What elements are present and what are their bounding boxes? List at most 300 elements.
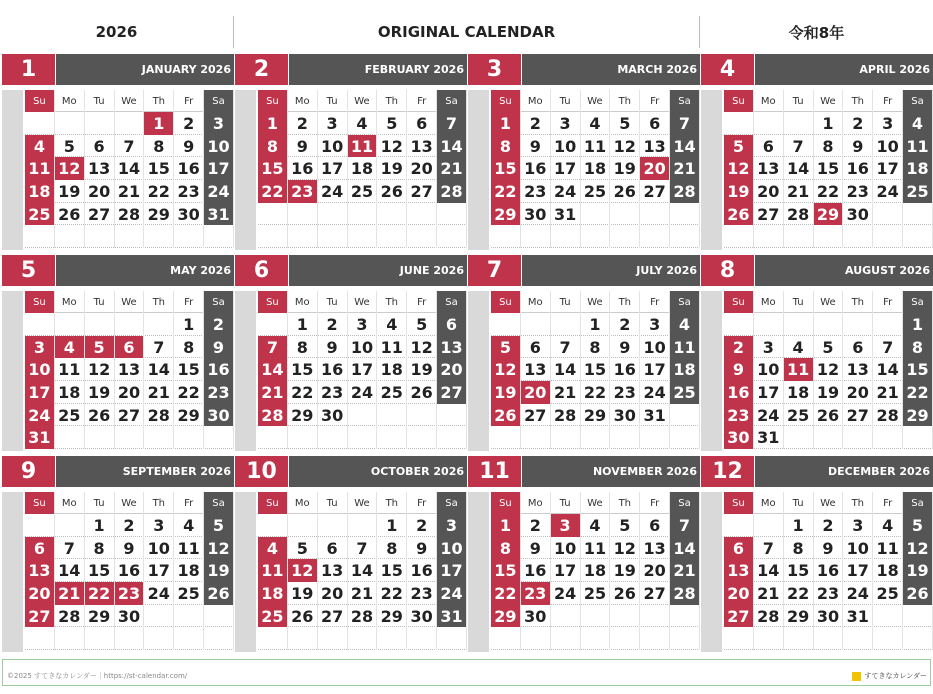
day-cell: 17 <box>348 358 378 381</box>
day-cell: 15 <box>581 358 611 381</box>
week-row <box>258 180 467 203</box>
empty-day-cell <box>754 627 784 650</box>
month-day-grid <box>724 90 933 248</box>
empty-day-cell <box>581 426 611 449</box>
empty-day-cell <box>318 426 348 449</box>
day-cell: 13 <box>521 358 551 381</box>
weekday-label: Sa <box>437 492 467 514</box>
day-cell: 12 <box>491 358 521 381</box>
day-cell: 4 <box>784 336 814 359</box>
month-11 <box>468 456 700 656</box>
day-cell: 11 <box>174 537 204 560</box>
day-cell: 17 <box>843 559 873 582</box>
weekday-label: Mo <box>288 291 318 313</box>
day-cell: 4 <box>258 537 288 560</box>
day-cell: 24 <box>640 381 670 404</box>
empty-day-cell <box>843 313 873 336</box>
day-cell: 2 <box>610 313 640 336</box>
day-cell: 1 <box>174 313 204 336</box>
empty-day-cell <box>640 627 670 650</box>
empty-day-cell <box>873 225 903 248</box>
calendar-title: ORIGINAL CALENDAR <box>233 16 700 48</box>
day-cell: 24 <box>348 381 378 404</box>
day-cell: 16 <box>174 157 204 180</box>
day-cell: 28 <box>873 404 903 427</box>
day-cell: 28 <box>784 203 814 226</box>
day-cell: 8 <box>85 537 115 560</box>
day-cell: 6 <box>640 112 670 135</box>
week-row <box>724 203 933 226</box>
day-cell: 9 <box>814 537 844 560</box>
day-cell: 3 <box>25 336 55 359</box>
empty-day-cell <box>670 225 700 248</box>
empty-day-cell <box>407 426 437 449</box>
day-cell: 23 <box>204 381 234 404</box>
day-cell: 8 <box>491 135 521 158</box>
day-cell: 6 <box>724 537 754 560</box>
month-day-grid <box>25 90 234 248</box>
week-row <box>491 225 700 248</box>
day-cell: 27 <box>754 203 784 226</box>
empty-day-cell <box>437 426 467 449</box>
empty-day-cell <box>724 112 754 135</box>
weekday-label: Fr <box>174 90 204 112</box>
empty-day-cell <box>814 627 844 650</box>
day-cell: 24 <box>318 180 348 203</box>
empty-day-cell <box>174 605 204 628</box>
empty-day-cell <box>491 313 521 336</box>
weekday-label: Th <box>610 291 640 313</box>
day-cell: 27 <box>843 404 873 427</box>
day-cell: 30 <box>724 426 754 449</box>
day-cell: 20 <box>437 358 467 381</box>
weekday-header-row <box>724 90 933 112</box>
month-4 <box>701 54 933 254</box>
week-row <box>724 627 933 650</box>
empty-day-cell <box>348 404 378 427</box>
day-cell: 12 <box>377 135 407 158</box>
empty-day-cell <box>843 627 873 650</box>
day-cell: 11 <box>55 358 85 381</box>
day-cell: 10 <box>551 135 581 158</box>
empty-day-cell <box>55 112 85 135</box>
day-cell: 3 <box>348 313 378 336</box>
empty-day-cell <box>581 225 611 248</box>
day-cell: 20 <box>25 582 55 605</box>
month-number: 10 <box>235 456 288 487</box>
empty-day-cell <box>204 225 234 248</box>
month-day-grid <box>491 90 700 248</box>
month-number: 2 <box>235 54 288 85</box>
day-cell: 24 <box>843 582 873 605</box>
day-cell: 9 <box>318 336 348 359</box>
month-number: 3 <box>468 54 521 85</box>
month-day-grid <box>491 492 700 650</box>
empty-day-cell <box>115 627 145 650</box>
day-cell: 11 <box>258 559 288 582</box>
day-cell: 18 <box>258 582 288 605</box>
day-cell: 30 <box>610 404 640 427</box>
weekday-header-row <box>25 90 234 112</box>
weekday-label: Mo <box>288 90 318 112</box>
empty-day-cell <box>258 627 288 650</box>
day-cell: 25 <box>581 582 611 605</box>
empty-day-cell <box>85 225 115 248</box>
day-cell: 29 <box>144 203 174 226</box>
weekday-label: Su <box>258 492 288 514</box>
empty-day-cell <box>55 313 85 336</box>
day-cell: 20 <box>521 381 551 404</box>
week-row <box>25 336 234 359</box>
week-row <box>25 225 234 248</box>
week-row <box>258 537 467 560</box>
day-cell: 27 <box>318 605 348 628</box>
month-header <box>2 255 234 286</box>
copyright-text: ©2025 すてきなカレンダー｜https://st-calendar.com/ <box>7 672 188 680</box>
day-cell: 13 <box>437 336 467 359</box>
week-row <box>25 381 234 404</box>
day-cell: 15 <box>288 358 318 381</box>
empty-day-cell <box>204 627 234 650</box>
day-cell: 27 <box>25 605 55 628</box>
day-cell: 10 <box>551 537 581 560</box>
day-cell: 8 <box>258 135 288 158</box>
weekday-label: Fr <box>407 492 437 514</box>
day-cell: 3 <box>144 514 174 537</box>
day-cell: 23 <box>407 582 437 605</box>
month-header <box>468 255 700 286</box>
weekday-label: Tu <box>784 90 814 112</box>
day-cell: 11 <box>873 537 903 560</box>
day-cell: 2 <box>115 514 145 537</box>
empty-day-cell <box>85 426 115 449</box>
day-cell: 3 <box>437 514 467 537</box>
month-side-bar <box>468 291 489 451</box>
empty-day-cell <box>491 627 521 650</box>
day-cell: 13 <box>754 157 784 180</box>
empty-day-cell <box>377 225 407 248</box>
day-cell: 22 <box>288 381 318 404</box>
week-row <box>491 203 700 226</box>
day-cell: 22 <box>903 381 933 404</box>
month-side-bar <box>2 291 23 451</box>
weekday-label: Sa <box>204 492 234 514</box>
day-cell: 9 <box>610 336 640 359</box>
day-cell: 29 <box>784 605 814 628</box>
day-cell: 13 <box>25 559 55 582</box>
day-cell: 9 <box>843 135 873 158</box>
day-cell: 22 <box>784 582 814 605</box>
day-cell: 17 <box>144 559 174 582</box>
week-row <box>724 381 933 404</box>
day-cell: 28 <box>551 404 581 427</box>
month-10 <box>235 456 467 656</box>
week-row <box>724 582 933 605</box>
day-cell: 25 <box>903 180 933 203</box>
month-number: 8 <box>701 255 754 286</box>
day-cell: 5 <box>610 514 640 537</box>
day-cell: 10 <box>318 135 348 158</box>
empty-day-cell <box>288 426 318 449</box>
day-cell: 30 <box>521 605 551 628</box>
weekday-label: Fr <box>640 90 670 112</box>
day-cell: 26 <box>610 180 640 203</box>
day-cell: 30 <box>204 404 234 427</box>
day-cell: 3 <box>640 313 670 336</box>
empty-day-cell <box>670 203 700 226</box>
day-cell: 17 <box>754 381 784 404</box>
day-cell: 16 <box>521 157 551 180</box>
day-cell: 9 <box>115 537 145 560</box>
month-day-grid <box>25 291 234 449</box>
week-row <box>724 404 933 427</box>
day-cell: 15 <box>258 157 288 180</box>
empty-day-cell <box>640 426 670 449</box>
month-day-grid <box>258 492 467 650</box>
week-row <box>724 157 933 180</box>
week-row <box>724 605 933 628</box>
empty-day-cell <box>407 404 437 427</box>
weekday-label: Mo <box>754 291 784 313</box>
day-cell: 6 <box>843 336 873 359</box>
empty-day-cell <box>204 426 234 449</box>
day-cell: 17 <box>204 157 234 180</box>
day-cell: 26 <box>288 605 318 628</box>
logo-square-icon <box>852 672 861 681</box>
weekday-label: Sa <box>204 90 234 112</box>
day-cell: 4 <box>581 112 611 135</box>
day-cell: 14 <box>144 358 174 381</box>
month-9 <box>2 456 234 656</box>
day-cell: 27 <box>407 180 437 203</box>
weekday-label: Tu <box>784 291 814 313</box>
month-5 <box>2 255 234 455</box>
weekday-label: Tu <box>85 492 115 514</box>
day-cell: 11 <box>581 537 611 560</box>
weekday-header-row <box>491 90 700 112</box>
day-cell: 12 <box>407 336 437 359</box>
week-row <box>491 157 700 180</box>
day-cell: 16 <box>204 358 234 381</box>
day-cell: 20 <box>115 381 145 404</box>
month-header <box>2 456 234 487</box>
weekday-label: Fr <box>407 291 437 313</box>
week-row <box>491 112 700 135</box>
empty-day-cell <box>377 203 407 226</box>
day-cell: 2 <box>814 514 844 537</box>
empty-day-cell <box>521 313 551 336</box>
day-cell: 9 <box>521 135 551 158</box>
day-cell: 23 <box>843 180 873 203</box>
day-cell: 21 <box>258 381 288 404</box>
empty-day-cell <box>318 514 348 537</box>
month-side-bar <box>2 90 23 250</box>
day-cell: 26 <box>377 180 407 203</box>
month-8 <box>701 255 933 455</box>
empty-day-cell <box>144 605 174 628</box>
empty-day-cell <box>724 225 754 248</box>
day-cell: 3 <box>873 112 903 135</box>
day-cell: 19 <box>288 582 318 605</box>
day-cell: 29 <box>491 605 521 628</box>
month-number: 5 <box>2 255 55 286</box>
empty-day-cell <box>377 404 407 427</box>
empty-day-cell <box>288 514 318 537</box>
day-cell: 24 <box>25 404 55 427</box>
day-cell: 7 <box>551 336 581 359</box>
day-cell: 13 <box>843 358 873 381</box>
empty-day-cell <box>521 627 551 650</box>
weekday-header-row <box>491 492 700 514</box>
day-cell: 27 <box>640 582 670 605</box>
empty-day-cell <box>754 225 784 248</box>
weekday-label: Sa <box>670 291 700 313</box>
weekday-label: We <box>581 492 611 514</box>
day-cell: 26 <box>610 582 640 605</box>
day-cell: 20 <box>843 381 873 404</box>
empty-day-cell <box>581 627 611 650</box>
month-title: JULY 2026 <box>522 255 700 286</box>
week-row <box>258 336 467 359</box>
month-title: SEPTEMBER 2026 <box>56 456 234 487</box>
empty-day-cell <box>25 225 55 248</box>
empty-day-cell <box>521 426 551 449</box>
empty-day-cell <box>348 514 378 537</box>
day-cell: 4 <box>55 336 85 359</box>
day-cell: 21 <box>873 381 903 404</box>
empty-day-cell <box>670 426 700 449</box>
day-cell: 28 <box>258 404 288 427</box>
empty-day-cell <box>610 203 640 226</box>
day-cell: 8 <box>288 336 318 359</box>
day-cell: 2 <box>843 112 873 135</box>
empty-day-cell <box>521 225 551 248</box>
week-row <box>258 559 467 582</box>
day-cell: 12 <box>288 559 318 582</box>
day-cell: 28 <box>754 605 784 628</box>
day-cell: 21 <box>670 559 700 582</box>
day-cell: 23 <box>521 582 551 605</box>
day-cell: 27 <box>640 180 670 203</box>
day-cell: 5 <box>903 514 933 537</box>
day-cell: 10 <box>25 358 55 381</box>
empty-day-cell <box>115 313 145 336</box>
day-cell: 5 <box>407 313 437 336</box>
day-cell: 25 <box>581 180 611 203</box>
day-cell: 30 <box>115 605 145 628</box>
day-cell: 7 <box>873 336 903 359</box>
month-title: NOVEMBER 2026 <box>522 456 700 487</box>
day-cell: 14 <box>348 559 378 582</box>
week-row <box>258 627 467 650</box>
day-cell: 3 <box>318 112 348 135</box>
day-cell: 12 <box>610 135 640 158</box>
day-cell: 1 <box>491 514 521 537</box>
weekday-label: Su <box>258 90 288 112</box>
day-cell: 30 <box>407 605 437 628</box>
empty-day-cell <box>843 225 873 248</box>
era-label: 令和8年 <box>788 23 845 42</box>
weekday-label: We <box>115 90 145 112</box>
day-cell: 4 <box>377 313 407 336</box>
weekday-label: Fr <box>873 492 903 514</box>
week-row <box>25 112 234 135</box>
day-cell: 23 <box>174 180 204 203</box>
weekday-label: We <box>115 492 145 514</box>
day-cell: 18 <box>581 157 611 180</box>
weekday-label: Su <box>491 492 521 514</box>
weekday-label: Su <box>258 291 288 313</box>
weekday-header-row <box>724 492 933 514</box>
day-cell: 16 <box>843 157 873 180</box>
empty-day-cell <box>724 627 754 650</box>
weekday-label: Th <box>377 492 407 514</box>
empty-day-cell <box>55 426 85 449</box>
day-cell: 10 <box>204 135 234 158</box>
week-row <box>491 135 700 158</box>
day-cell: 18 <box>348 157 378 180</box>
day-cell: 30 <box>174 203 204 226</box>
day-cell: 8 <box>784 537 814 560</box>
week-row <box>491 426 700 449</box>
weekday-header-row <box>25 291 234 313</box>
month-header <box>701 255 933 286</box>
month-title: OCTOBER 2026 <box>289 456 467 487</box>
empty-day-cell <box>25 514 55 537</box>
empty-day-cell <box>407 225 437 248</box>
day-cell: 4 <box>581 514 611 537</box>
week-row <box>258 514 467 537</box>
weekday-label: Su <box>25 90 55 112</box>
day-cell: 27 <box>724 605 754 628</box>
weekday-label: Fr <box>407 90 437 112</box>
day-cell: 14 <box>437 135 467 158</box>
day-cell: 17 <box>551 559 581 582</box>
day-cell: 19 <box>610 559 640 582</box>
day-cell: 3 <box>754 336 784 359</box>
day-cell: 6 <box>521 336 551 359</box>
weekday-label: Mo <box>754 90 784 112</box>
day-cell: 6 <box>437 313 467 336</box>
day-cell: 7 <box>115 135 145 158</box>
day-cell: 7 <box>144 336 174 359</box>
day-cell: 25 <box>174 582 204 605</box>
day-cell: 14 <box>784 157 814 180</box>
day-cell: 2 <box>724 336 754 359</box>
day-cell: 26 <box>55 203 85 226</box>
day-cell: 16 <box>724 381 754 404</box>
empty-day-cell <box>25 627 55 650</box>
day-cell: 18 <box>784 381 814 404</box>
week-row <box>724 112 933 135</box>
month-number: 12 <box>701 456 754 487</box>
month-side-bar <box>468 90 489 250</box>
month-side-bar <box>235 291 256 451</box>
day-cell: 24 <box>551 180 581 203</box>
empty-day-cell <box>204 605 234 628</box>
day-cell: 21 <box>115 180 145 203</box>
month-number: 6 <box>235 255 288 286</box>
footer <box>2 659 931 686</box>
empty-day-cell <box>407 203 437 226</box>
day-cell: 19 <box>724 180 754 203</box>
week-row <box>724 358 933 381</box>
weekday-label: Th <box>144 492 174 514</box>
day-cell: 11 <box>581 135 611 158</box>
empty-day-cell <box>640 203 670 226</box>
day-cell: 26 <box>814 404 844 427</box>
empty-day-cell <box>258 426 288 449</box>
